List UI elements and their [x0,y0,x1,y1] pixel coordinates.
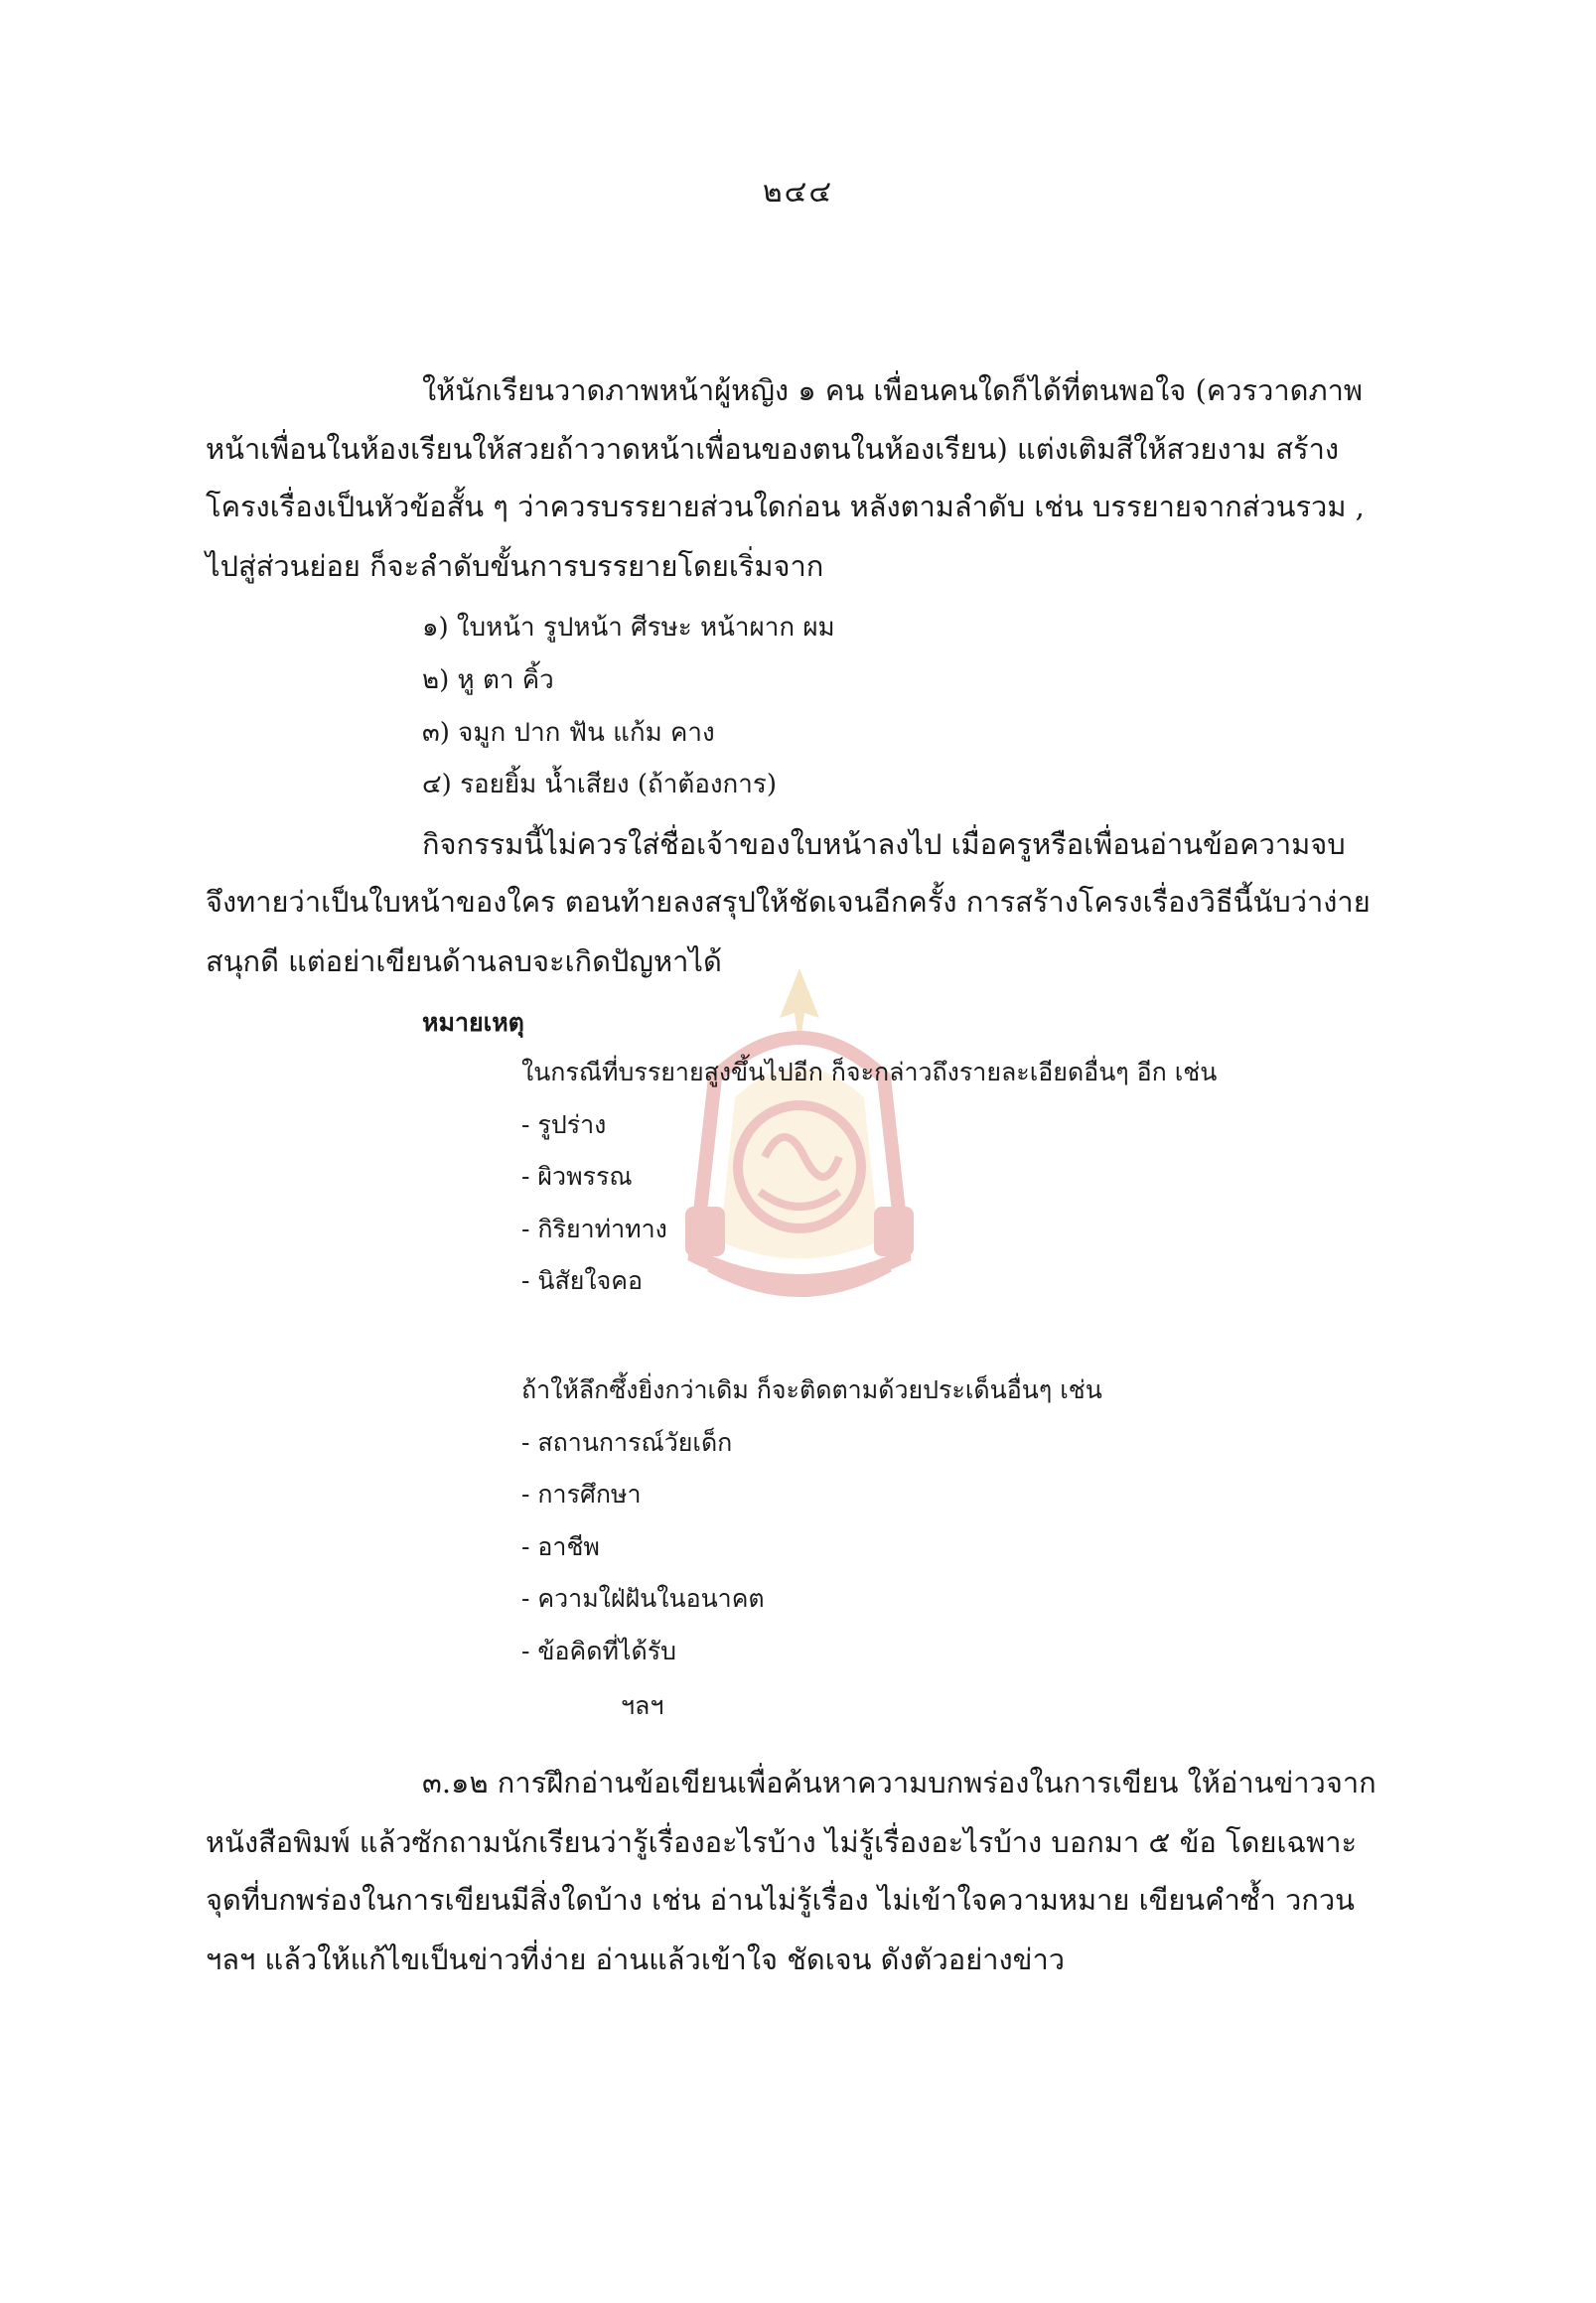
note-intro-1: ในกรณีที่บรรยายสูงขึ้นไปอีก ก็จะกล่าวถึงรายละเอียดอื่นๆ อีก เช่น [521,1058,1218,1086]
note-item: - กิริยาท่าทาง [521,1215,667,1243]
intro-line-4: ไปสู่ส่วนย่อย ก็จะลำดับขั้นการบรรยายโดยเริ่มจาก [206,549,824,583]
section-line-3: จุดที่บกพร่องในการเขียนมีสิ่งใดบ้าง เช่น อ่านไม่รู้เรื่อง ไม่เข้าใจความหมาย เขียนคำซ้ำ วกวน [206,1883,1355,1917]
note-item: - ข้อคิดที่ได้รับ [521,1637,677,1665]
intro-line-1: ให้นักเรียนวาดภาพหน้าผู้หญิง ๑ คน เพื่อนคนใดก็ได้ที่ตนพอใจ (ควรวาดภาพ [422,373,1364,407]
step-item: ๒) หู ตา คิ้ว [422,665,554,695]
step-item: ๔) รอยยิ้ม น้ำเสียง (ถ้าต้องการ) [422,770,777,799]
section-line-4: ฯลฯ แล้วให้แก้ไขเป็นข่าวที่ง่าย อ่านแล้วเข้าใจ ชัดเจน ดังตัวอย่างข่าว [206,1943,1066,1976]
note-item: - ผิวพรรณ [521,1162,633,1191]
activity-line-3: สนุกดี แต่อย่าเขียนด้านลบจะเกิดปัญหาได้ [206,944,722,978]
section-line-1: ๓.๑๒ การฝึกอ่านข้อเขียนเพื่อค้นหาความบกพร่องในการเขียน ให้อ่านข่าวจาก [422,1766,1377,1799]
note-item: - นิสัยใจคอ [521,1266,643,1295]
intro-line-2: หน้าเพื่อนในห้องเรียนให้สวยถ้าวาดหน้าเพื่อนของตนในห้องเรียน) แต่งเติมสีให้สวยงาม สร้าง [206,432,1340,466]
activity-line-2: จึงทายว่าเป็นใบหน้าของใคร ตอนท้ายลงสรุปให้ชัดเจนอีกครั้ง การสร้างโครงเรื่องวิธีนี้นับว่าง่าย [206,885,1371,919]
note-etc: ฯลฯ [621,1691,664,1720]
step-item: ๓) จมูก ปาก ฟัน แก้ม คาง [422,718,715,748]
note-heading: หมายเหตุ [422,1008,524,1037]
emblem-watermark-icon [655,958,943,1316]
section-line-2: หนังสือพิมพ์ แล้วซักถามนักเรียนว่ารู้เรื่องอะไรบ้าง ไม่รู้เรื่องอะไรบ้าง บอกมา ๕ ข้อ โดยเฉพาะ [206,1825,1358,1859]
page-number: ๒๔๔ [762,175,834,210]
note-intro-2: ถ้าให้ลึกซึ้งยิ่งกว่าเดิม ก็จะติดตามด้วยประเด็นอื่นๆ เช่น [521,1375,1102,1404]
note-item: - การศึกษา [521,1480,642,1509]
note-item: - อาชีพ [521,1532,600,1561]
activity-line-1: กิจกรรมนี้ไม่ควรใส่ชื่อเจ้าของใบหน้าลงไป เมื่อครูหรือเพื่อนอ่านข้อความจบ [422,827,1346,861]
note-item: - รูปร่าง [521,1110,607,1139]
note-item: - ความใฝ่ฝันในอนาคต [521,1584,765,1613]
note-item: - สถานการณ์วัยเด็ก [521,1428,733,1457]
intro-line-3: โครงเรื่องเป็นหัวข้อสั้น ๆ ว่าควรบรรยายส่วนใดก่อน หลังตามลำดับ เช่น บรรยายจากส่วนรวม , [206,490,1365,523]
step-item: ๑) ใบหน้า รูปหน้า ศีรษะ หน้าผาก ผม [422,613,835,643]
